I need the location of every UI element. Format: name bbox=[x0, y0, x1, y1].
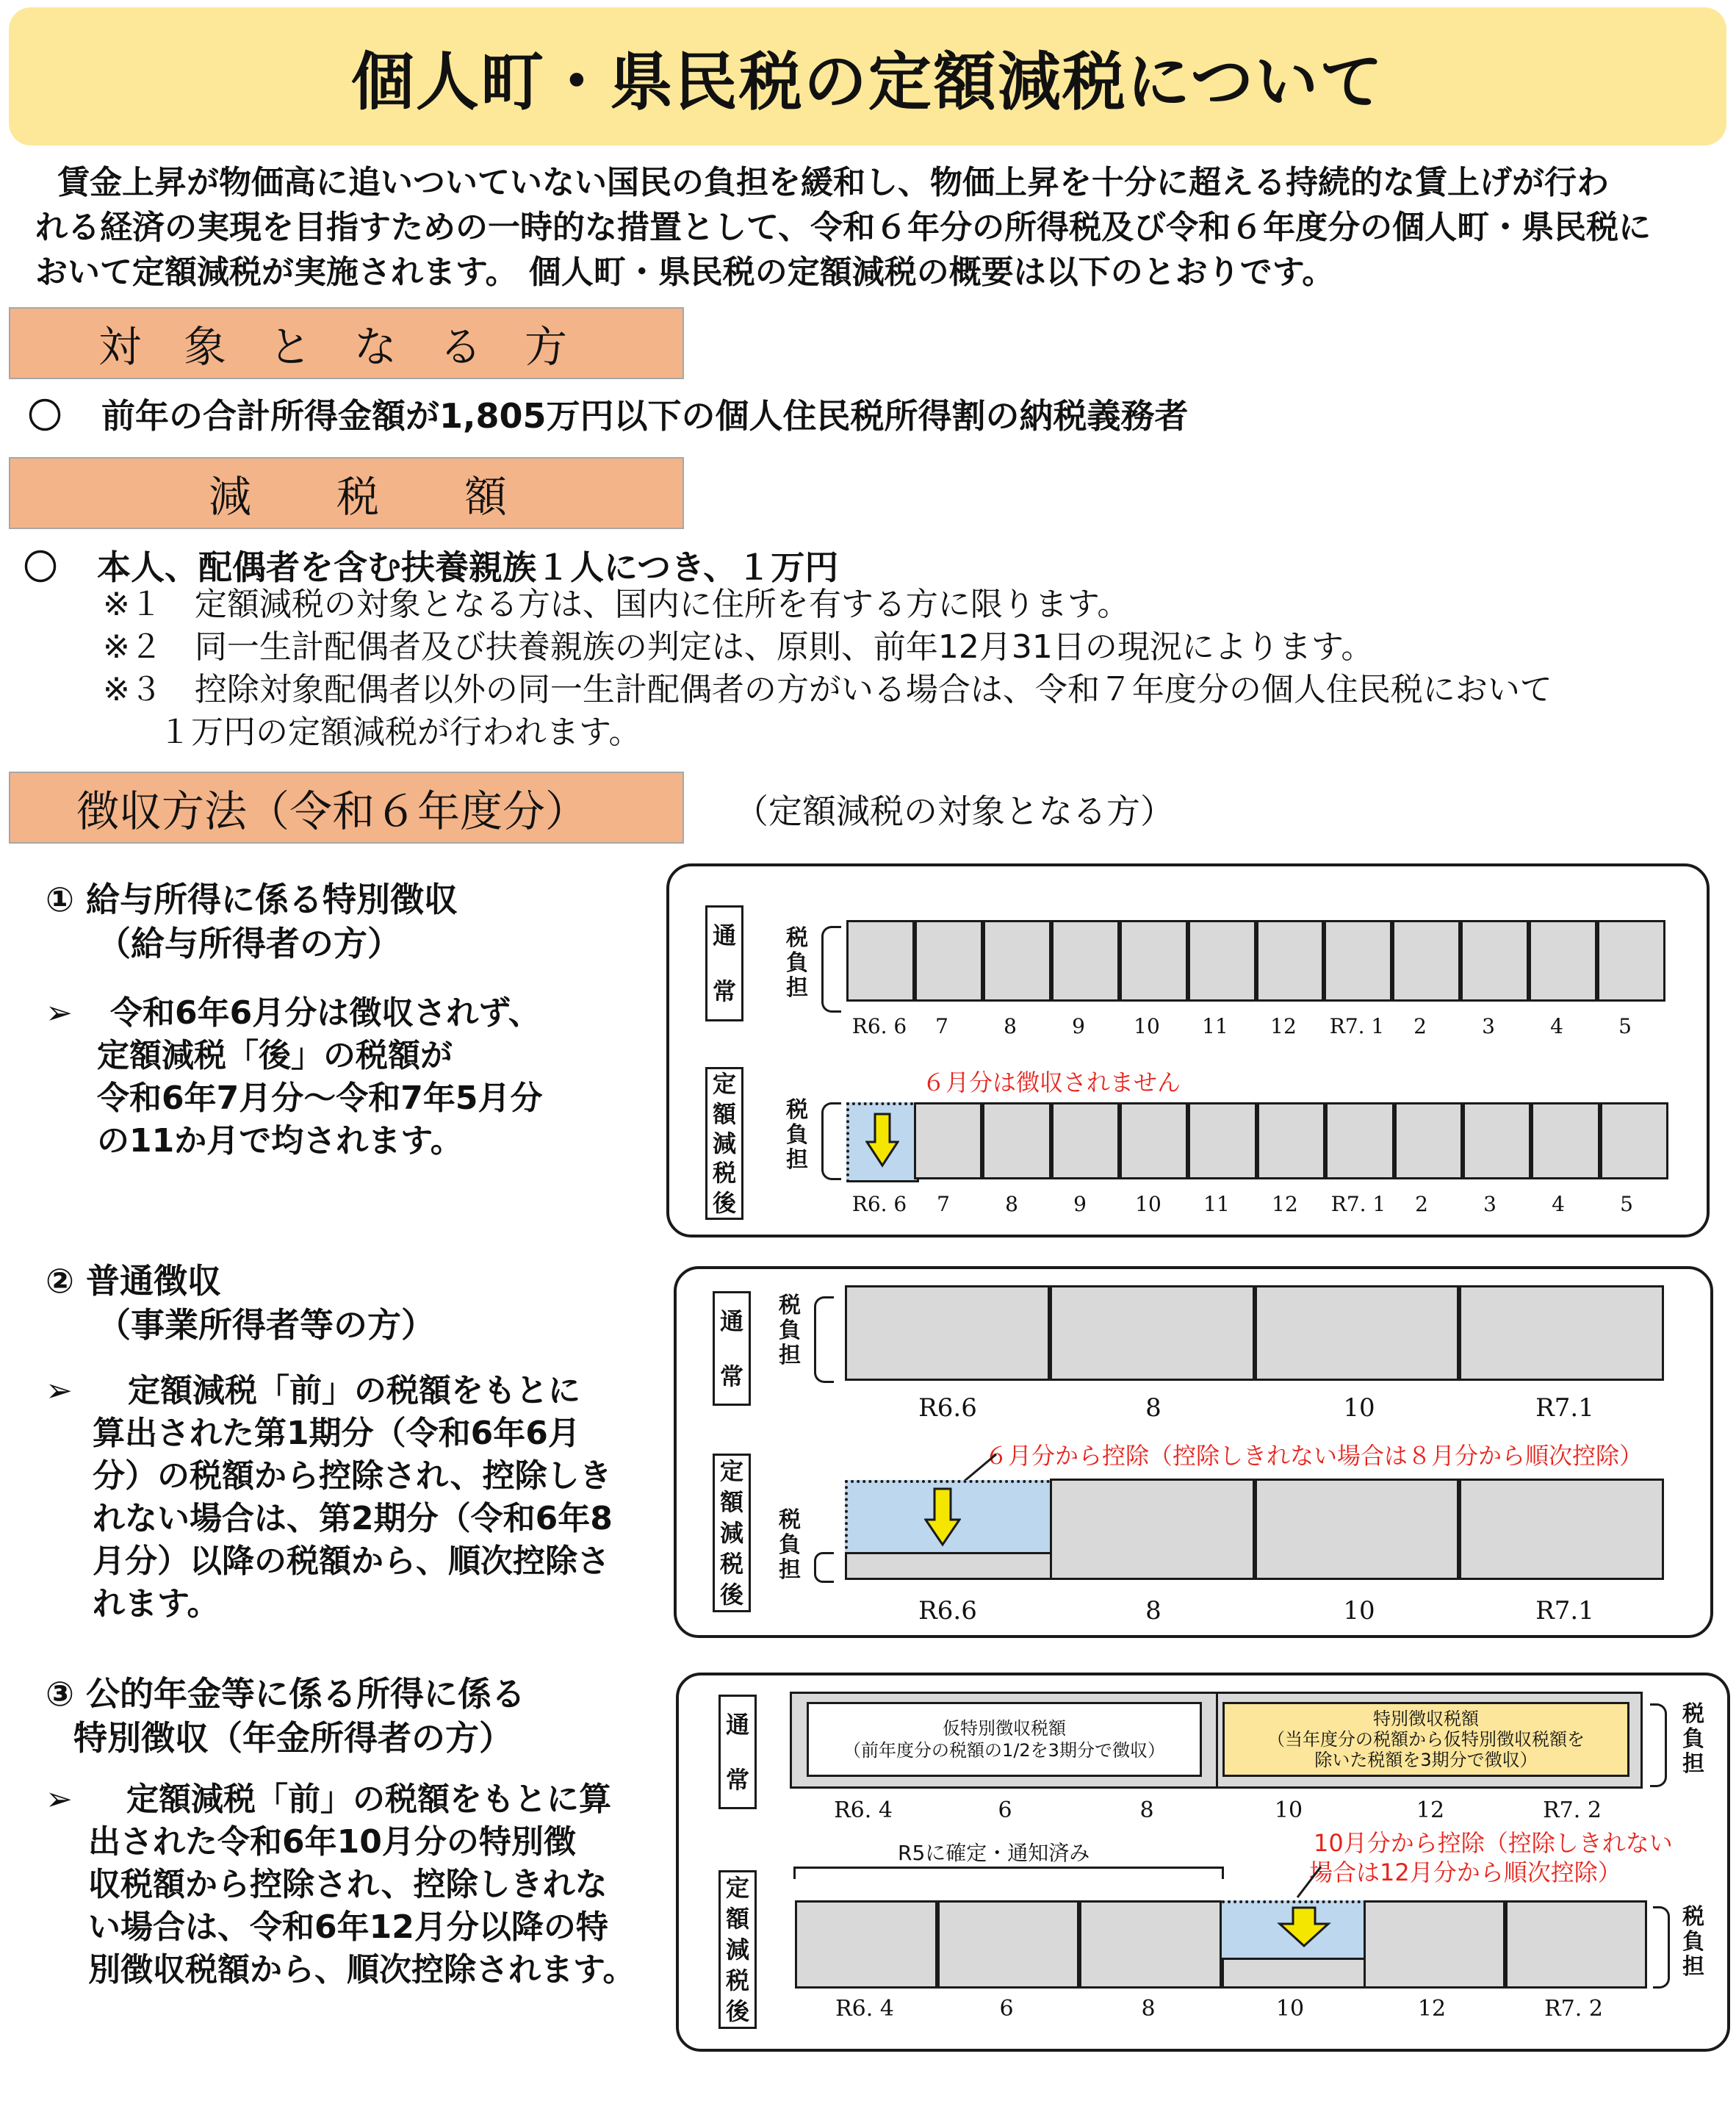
note-2: ※２ 同一生計配偶者及び扶養親族の判定は、原則、前年12月31日の現況によります。 bbox=[103, 628, 1374, 666]
label-char: 担 bbox=[779, 1557, 801, 1583]
label-char: 担 bbox=[1682, 1751, 1704, 1777]
confirmed-bracket bbox=[793, 1867, 1224, 1879]
case3-body bbox=[88, 1778, 647, 1991]
period-cell bbox=[845, 1285, 1050, 1381]
intro-line: おいて定額減税が実施されます。 個人町・県民税の定額減税の概要は以下のとおりです。 bbox=[35, 254, 1335, 291]
period-cell bbox=[1364, 1900, 1505, 1989]
down-arrow-icon bbox=[1277, 1906, 1331, 1949]
red-note-line: 10月分から控除（控除しきれない bbox=[1314, 1829, 1673, 1857]
intro-paragraph bbox=[35, 160, 1718, 295]
tick-label: 7 bbox=[937, 1192, 950, 1216]
intro-line: れる経済の実現を目指すための一時的な措置として、令和６年分の所得税及び令和６年度分の個人町・県民税に bbox=[35, 209, 1652, 246]
down-arrow-icon bbox=[865, 1113, 899, 1168]
tick-label: 12 bbox=[1417, 1996, 1447, 2022]
case1-arrow-mark: ➢ bbox=[46, 994, 73, 1032]
period-cell bbox=[1459, 1479, 1664, 1580]
case2-body-line: れます。 bbox=[93, 1585, 220, 1623]
target-mark: 〇 bbox=[28, 396, 62, 436]
case2-subtitle: （事業所得者等の方） bbox=[97, 1305, 435, 1345]
label-char: 負 bbox=[786, 950, 808, 976]
label-normal bbox=[705, 905, 743, 1021]
label-char: 減 bbox=[712, 1129, 736, 1157]
period-cell bbox=[1459, 1285, 1664, 1381]
tick-label: 2 bbox=[1413, 1014, 1427, 1038]
label-char: 後 bbox=[712, 1188, 736, 1217]
label-char: 額 bbox=[719, 1488, 743, 1516]
month-cell bbox=[1188, 920, 1256, 1002]
case2-body-line: れない場合は、第2期分（令和6年8 bbox=[93, 1500, 613, 1537]
special-tax-box bbox=[1222, 1702, 1629, 1777]
tick-label: R7.1 bbox=[1535, 1393, 1594, 1423]
case1-body bbox=[97, 992, 597, 1163]
tax-burden-label bbox=[777, 1293, 802, 1368]
brace bbox=[821, 926, 841, 1013]
month-cell bbox=[1324, 920, 1392, 1002]
down-arrow-icon bbox=[924, 1487, 961, 1548]
case3-body-line: い場合は、令和6年12月分以降の特 bbox=[88, 1908, 608, 1946]
tick-label: 10 bbox=[1275, 1996, 1305, 2022]
tick-label: R6. 6 bbox=[851, 1192, 907, 1216]
month-cell bbox=[1257, 1102, 1325, 1179]
label-char: 後 bbox=[725, 1997, 749, 2025]
section-method-label: 徴収方法（令和６年度分） bbox=[76, 786, 588, 836]
box-line: （前年度分の税額の1/2を3期分で徴収） bbox=[843, 1740, 1165, 1761]
month-cell bbox=[1531, 1102, 1599, 1179]
label-after bbox=[713, 1454, 751, 1612]
tick-label: R7. 2 bbox=[1544, 1996, 1603, 2022]
tick-label: R6. 4 bbox=[834, 1797, 893, 1823]
label-char: 減 bbox=[719, 1519, 743, 1547]
month-cell bbox=[1256, 920, 1325, 1002]
target-text: 前年の合計所得金額が1,805万円以下の個人住民税所得割の納税義務者 bbox=[101, 396, 1189, 436]
tick-label: 8 bbox=[1145, 1596, 1161, 1626]
case1-body-line: 令和6年6月分は徴収されず、 bbox=[110, 994, 541, 1032]
period-cell bbox=[795, 1900, 937, 1989]
label-char: 担 bbox=[1682, 1954, 1704, 1980]
month-cell bbox=[1463, 1102, 1531, 1179]
period-cell bbox=[1050, 1285, 1255, 1381]
case3-subtitle: 特別徴収（年金所得者の方） bbox=[73, 1718, 513, 1758]
case3-red-note bbox=[1309, 1828, 1673, 1887]
tick-label: 2 bbox=[1415, 1192, 1428, 1216]
tick-label: 6 bbox=[999, 1996, 1014, 2022]
month-cell bbox=[1529, 920, 1597, 1002]
label-char: 担 bbox=[779, 1343, 801, 1368]
month-cell bbox=[1392, 920, 1461, 1002]
confirmed-label: R5に確定・通知済み bbox=[898, 1841, 1090, 1865]
label-char: 減 bbox=[725, 1936, 749, 1964]
label-char: 税 bbox=[786, 925, 808, 951]
month-cell bbox=[915, 920, 983, 1002]
red-note-line: 場合は12月分から順次控除） bbox=[1309, 1858, 1621, 1886]
label-char: 額 bbox=[725, 1905, 749, 1933]
month-cell bbox=[1120, 1102, 1188, 1179]
tick-label: 9 bbox=[1073, 1192, 1087, 1216]
tick-label: 12 bbox=[1272, 1192, 1298, 1216]
tax-burden-label bbox=[777, 1508, 802, 1583]
box-line: 特別徴収税額 bbox=[1373, 1709, 1479, 1729]
case1-ticks-after bbox=[846, 1192, 1665, 1218]
case3-body-line: 定額減税「前」の税額をもとに算 bbox=[126, 1781, 611, 1818]
case2-ticks-after bbox=[845, 1596, 1664, 1626]
tick-label: 6 bbox=[998, 1797, 1012, 1823]
tick-label: R6.6 bbox=[918, 1393, 977, 1423]
title-banner bbox=[9, 7, 1726, 146]
note-3-cont: １万円の定額減税が行われます。 bbox=[159, 714, 641, 751]
month-cell bbox=[1051, 920, 1120, 1002]
section-target-label: 対 象 と な る 方 bbox=[98, 322, 568, 372]
intro-line: 賃金上昇が物価高に追いついていない国民の負担を緩和し、物価上昇を十分に超える持続的な賃上げが行わ bbox=[57, 164, 1609, 201]
label-char: 負 bbox=[779, 1532, 801, 1558]
label-char: 通 bbox=[725, 1710, 749, 1739]
case2-title: ② 普通徴収 bbox=[46, 1261, 221, 1301]
tick-label: 12 bbox=[1270, 1014, 1297, 1038]
section-heading-target bbox=[9, 307, 684, 379]
case2-after-bars bbox=[1050, 1479, 1664, 1580]
label-char: 税 bbox=[719, 1550, 743, 1578]
brace bbox=[1650, 1703, 1667, 1787]
case1-red-note: ６月分は徴収されません bbox=[922, 1068, 1181, 1096]
case2-body bbox=[93, 1370, 622, 1626]
label-char: 税 bbox=[1682, 1701, 1704, 1727]
tick-label: R7.1 bbox=[1535, 1596, 1594, 1626]
box-line: 除いた税額を3期分で徴収） bbox=[1314, 1750, 1538, 1770]
case1-after-bars bbox=[914, 1102, 1668, 1179]
remaining-tax-cell bbox=[845, 1552, 1052, 1580]
pointer-line bbox=[1294, 1864, 1324, 1900]
brace bbox=[821, 1102, 841, 1180]
remaining-tax-cell bbox=[1222, 1958, 1366, 1989]
tick-label: 10 bbox=[1343, 1393, 1375, 1423]
period-cell bbox=[1505, 1900, 1647, 1989]
tick-label: R6. 4 bbox=[835, 1996, 894, 2022]
label-char: 税 bbox=[779, 1293, 801, 1318]
note-3: ※３ 控除対象配偶者以外の同一生計配偶者の方がいる場合は、令和７年度分の個人住民税において bbox=[103, 671, 1552, 708]
period-cell bbox=[1255, 1479, 1460, 1580]
label-after bbox=[718, 1870, 757, 2029]
box-line: （当年度分の税額から仮特別徴収税額を bbox=[1267, 1729, 1585, 1750]
label-char: 定 bbox=[712, 1070, 736, 1099]
period-cell bbox=[1255, 1285, 1460, 1381]
case3-ticks-after bbox=[795, 1996, 1647, 2025]
case3-title: ③ 公的年金等に係る所得に係る bbox=[46, 1674, 525, 1714]
section-heading-method bbox=[9, 772, 684, 844]
brace bbox=[814, 1296, 834, 1383]
case2-body-line: 分）の税額から控除され、控除しき bbox=[93, 1457, 612, 1495]
tick-label: 8 bbox=[1005, 1192, 1018, 1216]
label-char: 担 bbox=[786, 975, 808, 1001]
case3-after-bars-left bbox=[795, 1900, 1222, 1989]
label-char: 後 bbox=[719, 1581, 743, 1609]
label-char: 常 bbox=[725, 1765, 749, 1794]
month-cell bbox=[1600, 1102, 1668, 1179]
label-char: 税 bbox=[1682, 1904, 1704, 1930]
label-char: 額 bbox=[712, 1099, 736, 1128]
month-cell bbox=[983, 920, 1051, 1002]
tick-label: 10 bbox=[1343, 1596, 1375, 1626]
section-heading-amount bbox=[9, 457, 684, 529]
case3-after-bars-right bbox=[1364, 1900, 1647, 1989]
month-cell bbox=[982, 1102, 1051, 1179]
label-char: 負 bbox=[786, 1122, 808, 1148]
case2-body-line: 算出された第1期分（令和6年6月 bbox=[93, 1415, 580, 1452]
tick-label: 5 bbox=[1620, 1192, 1633, 1216]
period-cell bbox=[937, 1900, 1080, 1989]
label-char: 常 bbox=[719, 1362, 743, 1390]
case1-ticks-normal bbox=[846, 1014, 1665, 1041]
label-char: 税 bbox=[779, 1507, 801, 1533]
tick-label: 10 bbox=[1134, 1014, 1160, 1038]
label-char: 通 bbox=[712, 922, 736, 949]
tick-label: 11 bbox=[1202, 1014, 1228, 1038]
box-line: 仮特別徴収税額 bbox=[943, 1718, 1066, 1739]
tax-burden-label bbox=[1681, 1905, 1706, 1980]
tax-burden-label bbox=[1681, 1702, 1706, 1777]
tick-label: 8 bbox=[1145, 1393, 1161, 1423]
section-amount-label: 減 税 額 bbox=[209, 472, 508, 522]
case3-body-line: 別徴収税額から、順次控除されます。 bbox=[88, 1951, 635, 1989]
label-char: 税 bbox=[725, 1966, 749, 1994]
case2-body-line: 月分）以降の税額から、順次控除さ bbox=[93, 1542, 610, 1580]
case2-normal-bars bbox=[845, 1285, 1664, 1381]
label-char: 負 bbox=[779, 1318, 801, 1343]
month-cell bbox=[1461, 920, 1529, 1002]
label-char: 通 bbox=[719, 1307, 743, 1335]
tax-burden-label bbox=[785, 1098, 810, 1173]
tick-label: 4 bbox=[1552, 1192, 1565, 1216]
label-char: 負 bbox=[1682, 1726, 1704, 1752]
amount-text: 本人、配偶者を含む扶養親族１人につき、１万円 bbox=[97, 547, 839, 587]
tick-label: 8 bbox=[1139, 1797, 1154, 1823]
tick-label: R7. 2 bbox=[1543, 1797, 1602, 1823]
case1-body-line: 定額減税「後」の税額が bbox=[97, 1037, 453, 1074]
case3-arrow-mark: ➢ bbox=[46, 1781, 73, 1818]
case2-red-note: ６月分から控除（控除しきれない場合は８月分から順次控除） bbox=[984, 1442, 1643, 1470]
case3-ticks-normal bbox=[793, 1797, 1646, 1827]
tick-label: R7. 1 bbox=[1329, 1014, 1385, 1038]
note-1: ※１ 定額減税の対象となる方は、国内に住所を有する方に限ります。 bbox=[103, 586, 1130, 623]
tick-label: 10 bbox=[1135, 1192, 1161, 1216]
tick-label: 11 bbox=[1203, 1192, 1230, 1216]
case3-body-line: 収税額から控除され、控除しきれな bbox=[88, 1866, 608, 1903]
tick-label: R6. 6 bbox=[851, 1014, 907, 1038]
amount-mark: 〇 bbox=[24, 547, 57, 587]
label-char: 負 bbox=[1682, 1929, 1704, 1955]
case1-body-line: 令和6年7月分～令和7年5月分 bbox=[97, 1080, 543, 1117]
provisional-tax-box bbox=[807, 1702, 1202, 1777]
case1-subtitle: （給与所得者の方） bbox=[97, 924, 401, 963]
case2-arrow-mark: ➢ bbox=[46, 1372, 73, 1409]
label-after bbox=[705, 1067, 743, 1220]
label-char: 担 bbox=[786, 1147, 808, 1173]
case3-body-line: 出された令和6年10月分の特別徴 bbox=[88, 1823, 576, 1861]
month-cell bbox=[1325, 1102, 1394, 1179]
label-char: 定 bbox=[725, 1874, 749, 1902]
tick-label: 5 bbox=[1618, 1014, 1632, 1038]
label-char: 税 bbox=[786, 1097, 808, 1123]
tick-label: 12 bbox=[1416, 1797, 1445, 1823]
label-char: 常 bbox=[712, 977, 736, 1005]
tick-label: 3 bbox=[1482, 1014, 1495, 1038]
label-normal bbox=[718, 1695, 757, 1809]
case2-body-line: 定額減税「前」の税額をもとに bbox=[128, 1372, 580, 1409]
label-char: 定 bbox=[719, 1457, 743, 1485]
brace bbox=[1653, 1906, 1670, 1989]
method-subheading: （定額減税の対象となる方） bbox=[735, 791, 1174, 831]
label-char: 税 bbox=[712, 1159, 736, 1188]
case1-title: ① 給与所得に係る特別徴収 bbox=[46, 880, 458, 919]
tick-label: 8 bbox=[1141, 1996, 1156, 2022]
month-cell bbox=[1051, 1102, 1120, 1179]
month-cell bbox=[846, 920, 915, 1002]
tick-label: R6.6 bbox=[918, 1596, 977, 1626]
case1-normal-bars bbox=[846, 920, 1665, 1002]
tick-label: 4 bbox=[1550, 1014, 1563, 1038]
month-cell bbox=[1394, 1102, 1463, 1179]
month-cell bbox=[1188, 1102, 1256, 1179]
tick-label: 7 bbox=[935, 1014, 948, 1038]
case2-ticks-normal bbox=[845, 1393, 1664, 1423]
case1-body-line: の11か月で均されます。 bbox=[97, 1122, 463, 1160]
month-cell bbox=[914, 1102, 982, 1179]
tick-label: 9 bbox=[1072, 1014, 1085, 1038]
month-cell bbox=[1597, 920, 1665, 1002]
tick-label: 10 bbox=[1274, 1797, 1303, 1823]
brace bbox=[814, 1552, 834, 1583]
page-title: 個人町・県民税の定額減税について bbox=[350, 46, 1385, 119]
tick-label: 8 bbox=[1004, 1014, 1017, 1038]
period-cell bbox=[1050, 1479, 1255, 1580]
tick-label: 3 bbox=[1483, 1192, 1497, 1216]
month-cell bbox=[1120, 920, 1188, 1002]
label-normal bbox=[713, 1291, 751, 1406]
divider bbox=[1216, 1692, 1218, 1789]
tick-label: R7. 1 bbox=[1330, 1192, 1386, 1216]
period-cell bbox=[1079, 1900, 1222, 1989]
tax-burden-label bbox=[785, 926, 810, 1001]
